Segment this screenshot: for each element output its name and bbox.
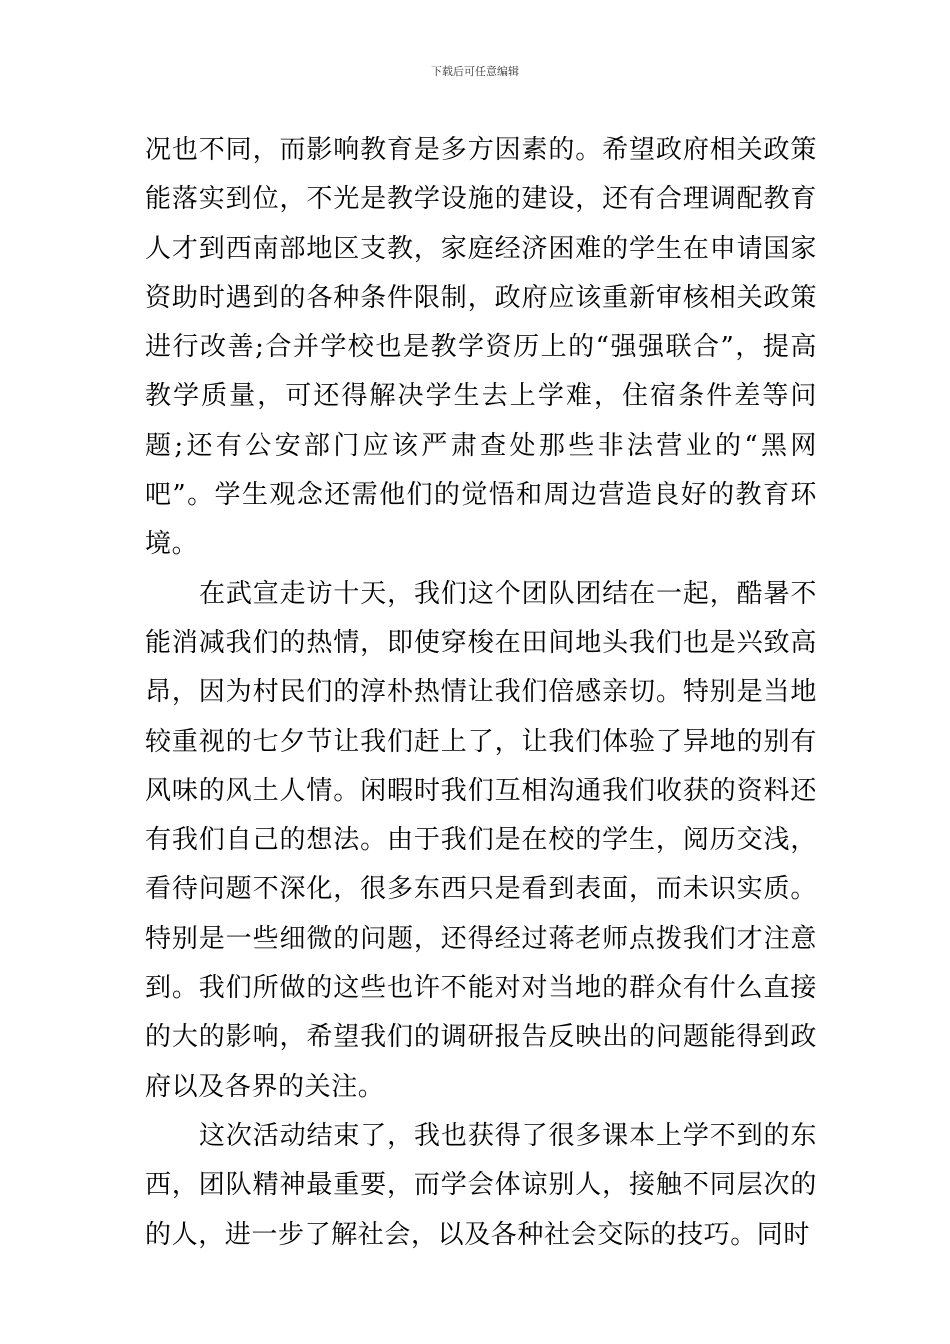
paragraph-3: 这次活动结束了，我也获得了很多课本上学不到的东西，团队精神最重要，而学会体谅别人，接触不同层次的的人，进一步了解社会，以及各种社会交际的技巧。同时	[145, 1120, 817, 1250]
paragraph-1: 况也不同，而影响教育是多方因素的。希望政府相关政策能落实到位，不光是教学设施的建设，还有合理调配教育人才到西南部地区支教，家庭经济困难的学生在申请国家资助时遇到的各种条件限制，政府应该重新审核相关政策进行改善;合并学校也是教学资历上的“强强联合”，提高教学质量，可还得解决学生去上学难，住宿条件差等问题;还有公安部门应该严肃查处那些非法营业的“黑网吧”。学生观念还需他们的觉悟和周边营造良好的教育环境。	[145, 135, 817, 560]
page-header: 下载后可任意编辑	[431, 65, 519, 78]
paragraph-2: 在武宣走访十天，我们这个团队团结在一起，酷暑不能消减我们的热情，即使穿梭在田间地头我们也是兴致高昂，因为村民们的淳朴热情让我们倍感亲切。特别是当地较重视的七夕节让我们赶上了，让我们体验了异地的别有风味的风土人情。闲暇时我们互相沟通我们收获的资料还有我们自己的想法。由于我们是在校的学生，阅历交浅，看待问题不深化，很多东西只是看到表面，而未识实质。特别是一些细微的问题，还得经过蒋老师点拨我们才注意到。我们所做的这些也许不能对对当地的群众有什么直接的大的影响，希望我们的调研报告反映出的问题能得到政府以及各界的关注。	[145, 578, 817, 1102]
body-text	[145, 126, 817, 1260]
